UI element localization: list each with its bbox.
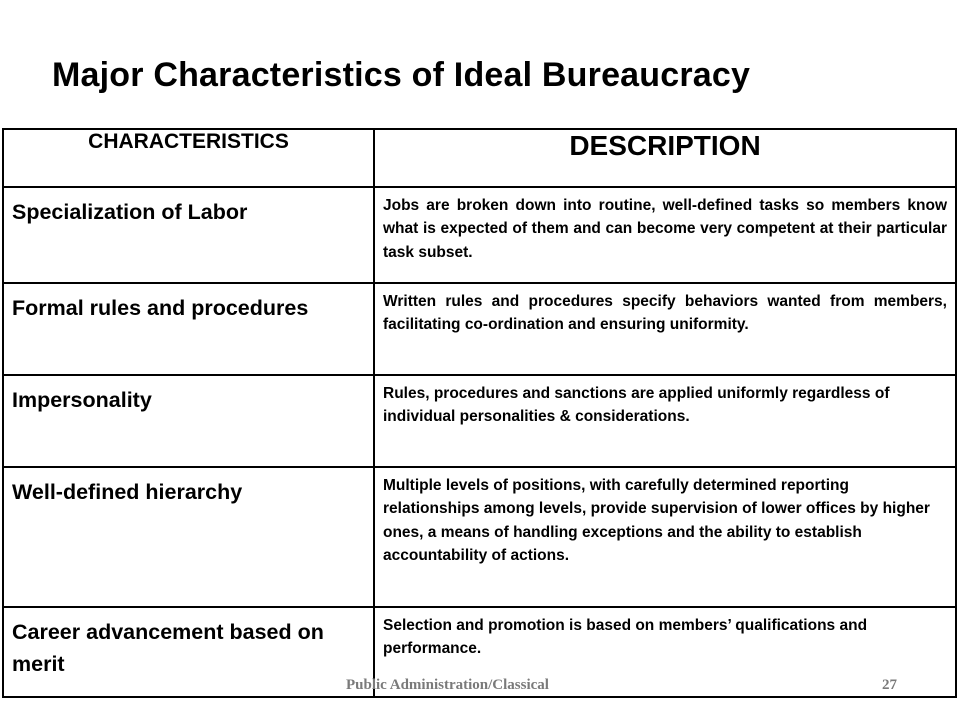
table-row — [3, 187, 956, 283]
slide-title: Major Characteristics of Ideal Bureaucracy — [52, 56, 751, 94]
table-header-row — [3, 129, 956, 187]
characteristic-cell: Well-defined hierarchy — [3, 467, 374, 607]
table-row — [3, 283, 956, 375]
header-description: DESCRIPTION — [374, 129, 956, 187]
description-cell: Rules, procedures and sanctions are applied uniformly regardless of individual personalities & considerations. — [374, 375, 956, 467]
page-number: 27 — [882, 677, 897, 693]
description-cell: Jobs are broken down into routine, well-defined tasks so members know what is expected of them and can become very competent at their particular task subset. — [374, 187, 956, 283]
description-cell: Written rules and procedures specify behaviors wanted from members, facilitating co-ordination and ensuring uniformity. — [374, 283, 956, 375]
characteristic-cell: Career advancement based on merit — [3, 607, 374, 697]
description-cell: Selection and promotion is based on members’ qualifications and performance. — [374, 607, 956, 697]
characteristics-table — [2, 128, 957, 698]
header-characteristics: CHARACTERISTICS — [3, 129, 374, 187]
characteristic-cell: Formal rules and procedures — [3, 283, 374, 375]
footer-text: Public Administration/Classical — [346, 677, 549, 693]
characteristic-cell: Impersonality — [3, 375, 374, 467]
table-row — [3, 375, 956, 467]
description-cell: Multiple levels of positions, with carefully determined reporting relationships among levels, provide supervision of lower offices by higher ones, a means of handling exceptions and the ability to establish accountability of actions. — [374, 467, 956, 607]
characteristic-cell: Specialization of Labor — [3, 187, 374, 283]
table-row — [3, 467, 956, 607]
